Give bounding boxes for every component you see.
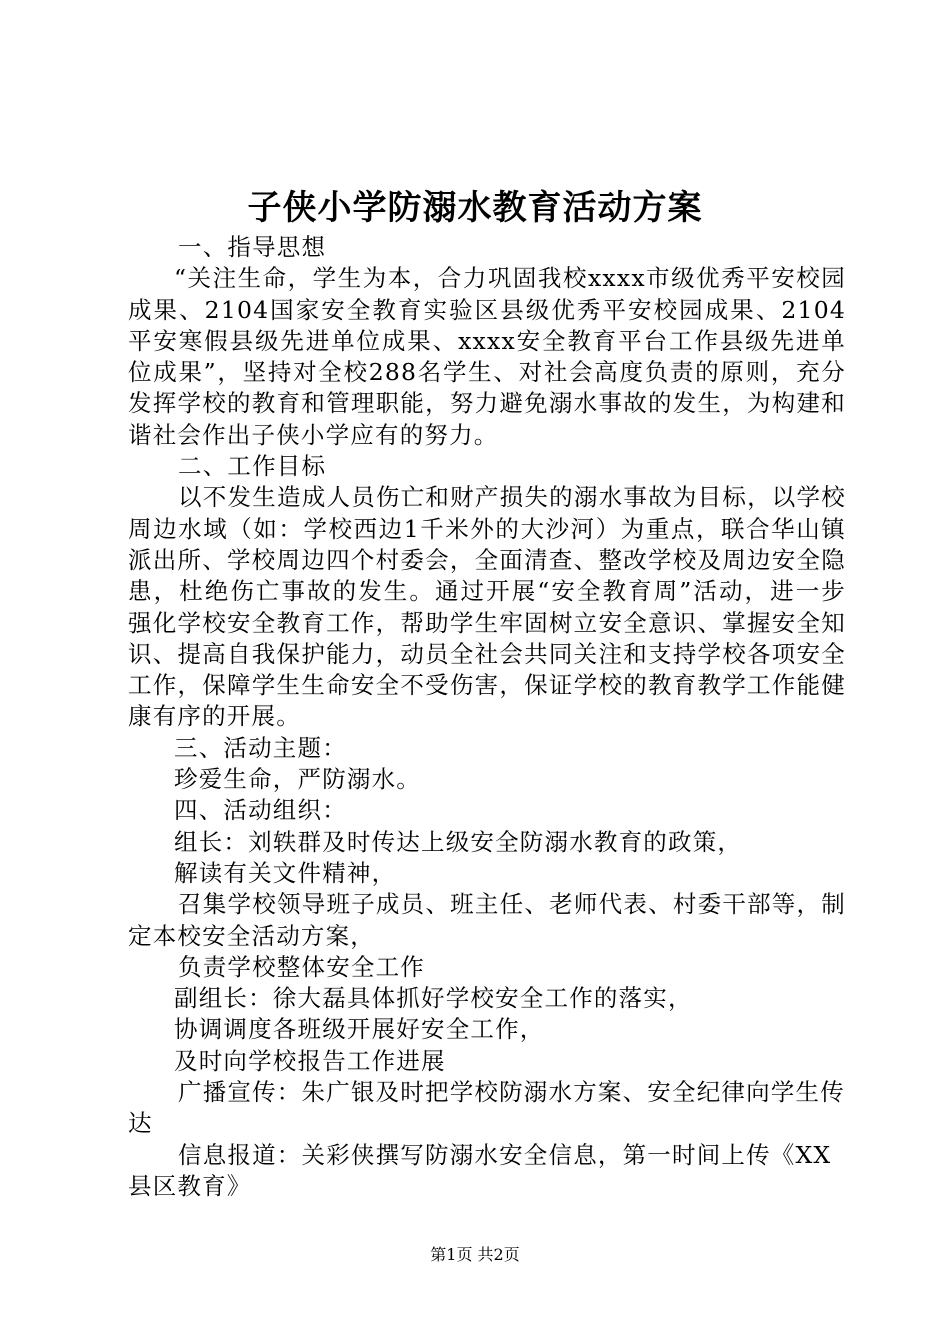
section-heading-1: 一、指导思想 <box>178 233 327 261</box>
paragraph-work-goal: 以不发生造成人员伤亡和财产损失的溺水事故为目标，以学校周边水域（如：学校西边1千米外的大沙河）为重点，联合华山镇派出所、学校周边四个村委会，全面清查、整改学校及周边安全隐患，杜绝伤亡事故的发生。通过开展“安全教育周”活动，进一步强化学校安全教育工作，帮助学生牢固树立安全意识、掌握安全知识、提高自我保护能力，动员全社会共同关注和支持学校各项安全工作，保障学生生命安全不受伤害，保证学校的教育教学工作能健康有序的开展。 <box>128 483 846 731</box>
paragraph-deputy-duty-2: 及时向学校报告工作进展 <box>174 1046 446 1075</box>
paragraph-deputy-duty-1: 协调调度各班级开展好安全工作， <box>174 1015 545 1044</box>
paragraph-theme: 珍爱生命，严防溺水。 <box>174 765 421 794</box>
section-heading-3: 三、活动主题： <box>174 733 347 762</box>
page-number-footer: 第1页 共2页 <box>430 1245 520 1264</box>
paragraph-leader-duty-1: 解读有关文件精神， <box>174 858 397 887</box>
document-body <box>128 232 846 1202</box>
paragraph-leader: 组长：刘轶群及时传达上级安全防溺水教育的政策， <box>174 827 743 856</box>
paragraph-info-report: 信息报道：关彩侠撰写防溺水安全信息，第一时间上传《XX县区教育》 <box>128 1140 832 1200</box>
document-title: 子侠小学防溺水教育活动方案 <box>247 188 703 228</box>
section-heading-2: 二、工作目标 <box>178 452 327 481</box>
section-heading-4: 四、活动组织： <box>174 796 347 825</box>
paragraph-deputy-leader: 副组长：徐大磊具体抓好学校安全工作的落实， <box>174 984 693 1013</box>
paragraph-broadcast: 广播宣传：朱广银及时把学校防溺水方案、安全纪律向学生传达 <box>128 1078 845 1138</box>
paragraph-leader-duty-2: 召集学校领导班子成员、班主任、老师代表、村委干部等，制定本校安全活动方案， <box>128 890 846 950</box>
paragraph-guiding-thought: “关注生命，学生为本，合力巩固我校xxxx市级优秀平安校园成果、2104国家安全教育实验区县级优秀平安校园成果、2104平安寒假县级先进单位成果、xxxx安全教育平台工作县级先进单位成果”，坚持对全校288名学生、对社会高度负责的原则，充分发挥学校的教育和管理职能，努力避免溺水事故的发生，为构建和谐社会作出子侠小学应有的努力。 <box>128 264 846 449</box>
paragraph-leader-duty-3: 负责学校整体安全工作 <box>178 952 425 981</box>
